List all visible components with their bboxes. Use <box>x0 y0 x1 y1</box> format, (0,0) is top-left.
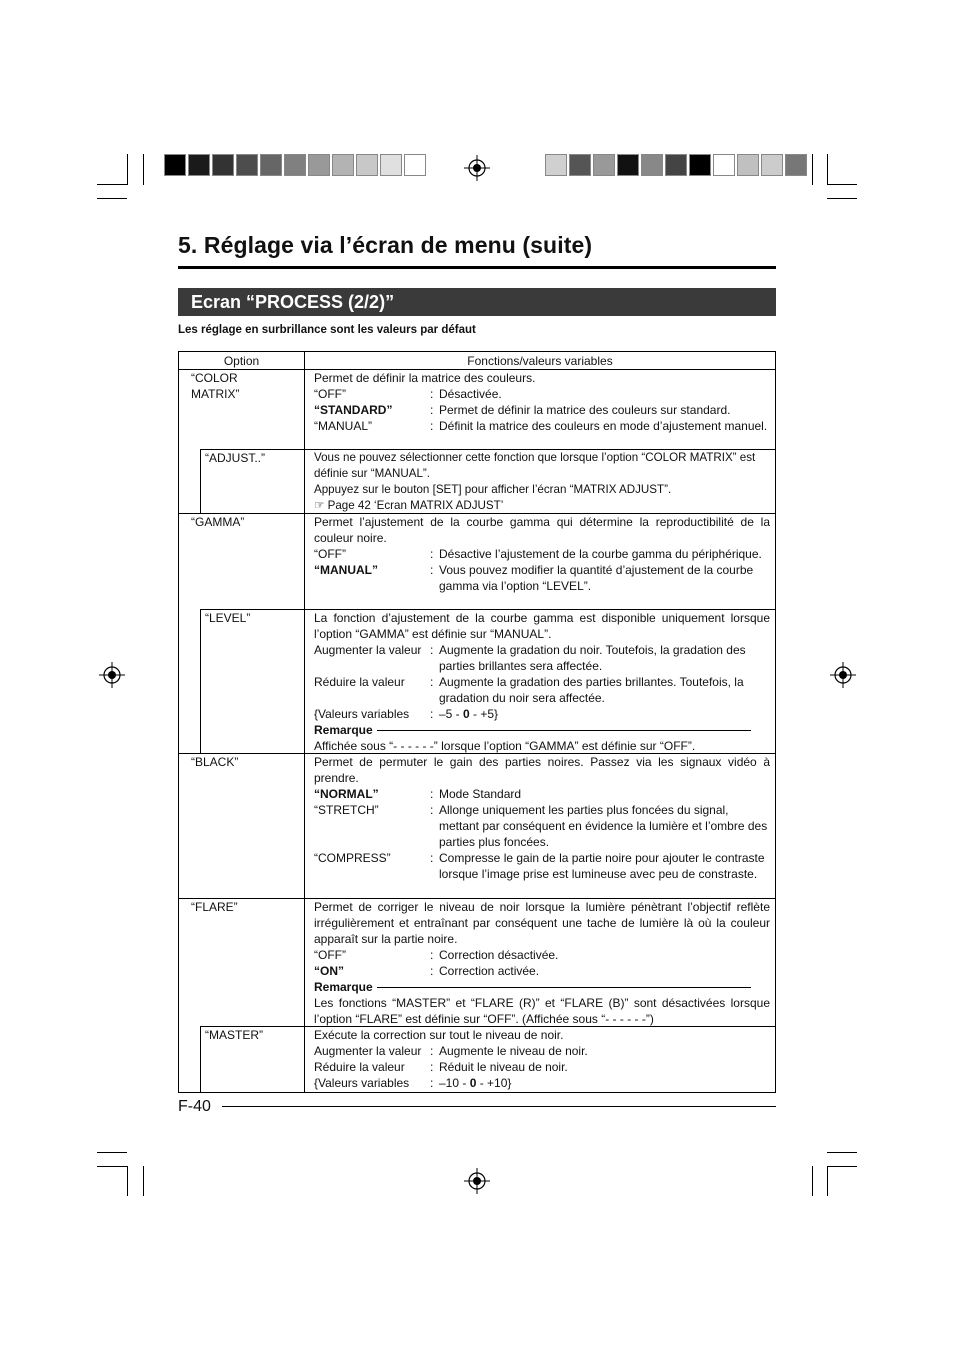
master-functions <box>314 1027 770 1091</box>
color-swatch <box>212 154 234 176</box>
crop-mark <box>127 1166 128 1196</box>
color-bar-right <box>545 154 809 176</box>
remark-text: Affichée sous “- - - - - -” lorsque l’option “GAMMA” est définie sur “OFF”. <box>314 739 696 753</box>
crop-mark <box>827 1166 828 1196</box>
value-key: “COMPRESS” <box>314 851 391 865</box>
adjust-functions <box>314 450 770 514</box>
value-desc: Permet de définir la matrice des couleurs sur standard. <box>439 403 731 417</box>
value-key-default: “ON” <box>314 964 344 978</box>
value-key-default: “MANUAL” <box>314 563 378 577</box>
gamma-description: Permet l’ajustement de la courbe gamma qui détermine la reproductibilité de la couleur noire. <box>314 515 770 545</box>
color-swatch <box>356 154 378 176</box>
crop-mark <box>97 1152 127 1153</box>
value-desc: Désactivée. <box>439 387 502 401</box>
remark-label: Remarque <box>314 980 373 994</box>
flare-description: Permet de corriger le niveau de noir lorsque la lumière pénètrant l’objectif reflète irrégulièrement et entraînant par conséquent une tache de lumière là où la couleur apparaît sur la partie noire. <box>314 900 770 946</box>
remark-heading <box>314 722 770 738</box>
color-swatch <box>569 154 591 176</box>
value-row: “COMPRESS” : Compresse le gain de la partie noire pour ajouter le contraste lorsque l’image prise est lumineuse avec peu de constraste. <box>314 850 770 882</box>
crop-mark <box>827 1152 857 1153</box>
master-description: Exécute la correction sur tout le niveau de noir. <box>314 1028 564 1042</box>
color-swatch <box>284 154 306 176</box>
black-functions <box>314 754 770 882</box>
value-key: “OFF” <box>314 387 346 401</box>
crop-mark <box>127 154 128 185</box>
header-option: Option <box>223 354 260 368</box>
color-swatch <box>785 154 807 176</box>
color-swatch <box>404 154 426 176</box>
color-swatch <box>689 154 711 176</box>
color-swatch <box>665 154 687 176</box>
adjust-condition: Vous ne pouvez sélectionner cette fonction que lorsque l’option “COLOR MATRIX” est définie sur “MANUAL”. <box>314 451 756 480</box>
footer-rule <box>222 1106 776 1107</box>
option-level: “LEVEL” <box>205 611 251 625</box>
value-row: “STANDARD” : Permet de définir la matrice des couleurs sur standard. <box>314 402 770 418</box>
value-key: “STRETCH” <box>314 803 379 817</box>
color-swatch <box>737 154 759 176</box>
color-swatch <box>545 154 567 176</box>
value-desc: Désactive l’ajustement de la courbe gamma du périphérique. <box>439 547 762 561</box>
option-master: “MASTER” <box>205 1028 263 1042</box>
title-rule <box>178 266 776 269</box>
crop-mark <box>827 184 857 185</box>
value-range-min: –5 - <box>439 707 464 721</box>
remark-label: Remarque <box>314 723 373 737</box>
black-description: Permet de permuter le gain des parties noires. Passez via les signaux vidéo à prendre. <box>314 755 770 785</box>
color-swatch <box>164 154 186 176</box>
value-row: “NORMAL” : Mode Standard <box>314 786 770 802</box>
flare-functions <box>314 899 770 1027</box>
value-key: “OFF” <box>314 948 346 962</box>
color-swatch <box>260 154 282 176</box>
remark-heading <box>314 979 770 995</box>
value-range-default: 0 <box>469 1076 477 1090</box>
value-row: “MANUAL” : Définit la matrice des couleurs en mode d’ajustement manuel. <box>314 418 770 434</box>
remark-text: Les fonctions “MASTER” et “FLARE (R)” et “FLARE (B)” sont désactivées lorsque l’option “FLARE” est définie sur “OFF”. (Affichée sous “- - - - - -”) <box>314 996 770 1026</box>
header-functions: Fonctions/valeurs variables <box>467 354 613 368</box>
value-key: Réduire la valeur <box>314 675 405 689</box>
value-range-row: {Valeurs variables : –5 - 0 - +5} <box>314 707 499 721</box>
value-row: “ON” : Correction activée. <box>314 963 770 979</box>
value-row: “OFF” : Correction désactivée. <box>314 947 770 963</box>
value-desc: Réduit le niveau de noir. <box>439 1060 568 1074</box>
value-range-min: –10 - <box>439 1076 470 1090</box>
value-row: “MANUAL” : Vous pouvez modifier la quantité d’ajustement de la courbe gamma via l’option “LEVEL”. <box>314 562 770 594</box>
value-row: Augmenter la valeur : Augmente la gradation du noir. Toutefois, la gradation des parties brillantes sera affectée. <box>314 642 770 674</box>
page-title: 5. Réglage via l’écran de menu (suite) <box>178 232 593 258</box>
value-range-label: {Valeurs variables <box>314 1076 410 1090</box>
color-swatch <box>761 154 783 176</box>
registration-mark-icon <box>464 155 490 181</box>
default-values-note: Les réglage en surbrillance sont les valeurs par défaut <box>178 324 476 336</box>
crop-mark <box>97 184 127 185</box>
crop-mark <box>812 1166 813 1196</box>
color-swatch <box>332 154 354 176</box>
registration-mark-icon <box>464 1168 490 1194</box>
page-number: F-40 <box>178 1098 211 1115</box>
value-range-row: {Valeurs variables : –10 - 0 - +10} <box>314 1076 512 1090</box>
color-matrix-functions <box>314 370 770 434</box>
value-desc: Compresse le gain de la partie noire pour ajouter le contraste lorsque l’image prise est lumineuse avec peu de constraste. <box>439 851 765 881</box>
color-swatch <box>713 154 735 176</box>
value-range-label: {Valeurs variables <box>314 707 410 721</box>
value-desc: Augmente la gradation des parties brillantes. Toutefois, la gradation du noir sera affectée. <box>439 675 744 705</box>
process-settings-table <box>178 351 776 1093</box>
adjust-instruction: Appuyez sur le bouton [SET] pour afficher l’écran “MATRIX ADJUST”. <box>314 483 672 496</box>
value-row: “OFF” : Désactivée. <box>314 386 770 402</box>
value-row: Réduire la valeur : Augmente la gradation des parties brillantes. Toutefois, la gradation du noir sera affectée. <box>314 674 770 706</box>
registration-mark-icon <box>830 662 856 688</box>
value-key-default: “NORMAL” <box>314 787 379 801</box>
sub-option-divider <box>200 610 201 754</box>
value-row: “STRETCH” : Allonge uniquement les parties plus foncées du signal, mettant par conséquent en évidence la lumière et l’ombre des parties plus foncées. <box>314 802 770 850</box>
value-desc: Mode Standard <box>439 787 522 801</box>
value-key: Augmenter la valeur <box>314 1044 422 1058</box>
value-key: “MANUAL” <box>314 419 373 433</box>
value-row: Augmenter la valeur : Augmente le niveau de noir. <box>314 1043 770 1059</box>
value-desc: Augmente la gradation du noir. Toutefois, la gradation des parties brillantes sera affectée. <box>439 643 746 673</box>
option-adjust: “ADJUST..” <box>205 451 265 465</box>
crop-mark <box>827 1166 857 1167</box>
value-range-max: - +5} <box>469 707 499 721</box>
color-bar-left <box>164 154 428 176</box>
color-swatch <box>641 154 663 176</box>
value-row: “OFF” : Désactive l’ajustement de la courbe gamma du périphérique. <box>314 546 770 562</box>
crop-mark <box>827 154 828 185</box>
option-color-matrix: “COLOR MATRIX” <box>191 371 240 401</box>
option-flare: “FLARE” <box>191 900 238 914</box>
color-swatch <box>380 154 402 176</box>
value-key: Augmenter la valeur <box>314 643 422 657</box>
value-range-default: 0 <box>463 707 470 721</box>
column-divider <box>304 352 305 1092</box>
option-black: “BLACK” <box>191 755 239 769</box>
value-desc: Augmente le niveau de noir. <box>439 1044 588 1058</box>
color-swatch <box>308 154 330 176</box>
color-swatch <box>236 154 258 176</box>
value-range-max: - +10} <box>476 1076 512 1090</box>
color-swatch <box>617 154 639 176</box>
sub-option-divider <box>200 1027 201 1092</box>
value-row: Réduire la valeur : Réduit le niveau de noir. <box>314 1059 770 1075</box>
adjust-page-reference: ☞ Page 42 ‘Ecran MATRIX ADJUST’ <box>314 499 504 512</box>
value-key: “OFF” <box>314 547 346 561</box>
sub-option-divider <box>200 450 201 514</box>
value-desc: Correction activée. <box>439 964 540 978</box>
value-key-default: “STANDARD” <box>314 403 393 417</box>
gamma-functions <box>314 514 770 594</box>
value-desc: Définit la matrice des couleurs en mode d’ajustement manuel. <box>439 419 768 433</box>
option-gamma: “GAMMA” <box>191 515 245 529</box>
crop-mark <box>143 154 144 185</box>
crop-mark <box>827 198 857 199</box>
crop-mark <box>97 198 127 199</box>
level-description: La fonction d’ajustement de la courbe gamma est disponible uniquement lorsque l’option “GAMMA” est définie sur “MANUAL”. <box>314 611 770 641</box>
color-matrix-description: Permet de définir la matrice des couleurs. <box>314 371 536 385</box>
crop-mark <box>143 1166 144 1196</box>
section-title: Ecran “PROCESS (2/2)” <box>178 288 776 316</box>
color-swatch <box>593 154 615 176</box>
crop-mark <box>812 154 813 185</box>
color-swatch <box>188 154 210 176</box>
crop-mark <box>97 1166 127 1167</box>
value-key: Réduire la valeur <box>314 1060 405 1074</box>
value-desc: Allonge uniquement les parties plus foncées du signal, mettant par conséquent en évidence la lumière et l’ombre des parties plus foncées. <box>439 803 768 849</box>
registration-mark-icon <box>99 662 125 688</box>
value-desc: Correction désactivée. <box>439 948 559 962</box>
level-functions <box>314 610 770 754</box>
value-desc: Vous pouvez modifier la quantité d’ajustement de la courbe gamma via l’option “LEVEL”. <box>439 563 754 593</box>
